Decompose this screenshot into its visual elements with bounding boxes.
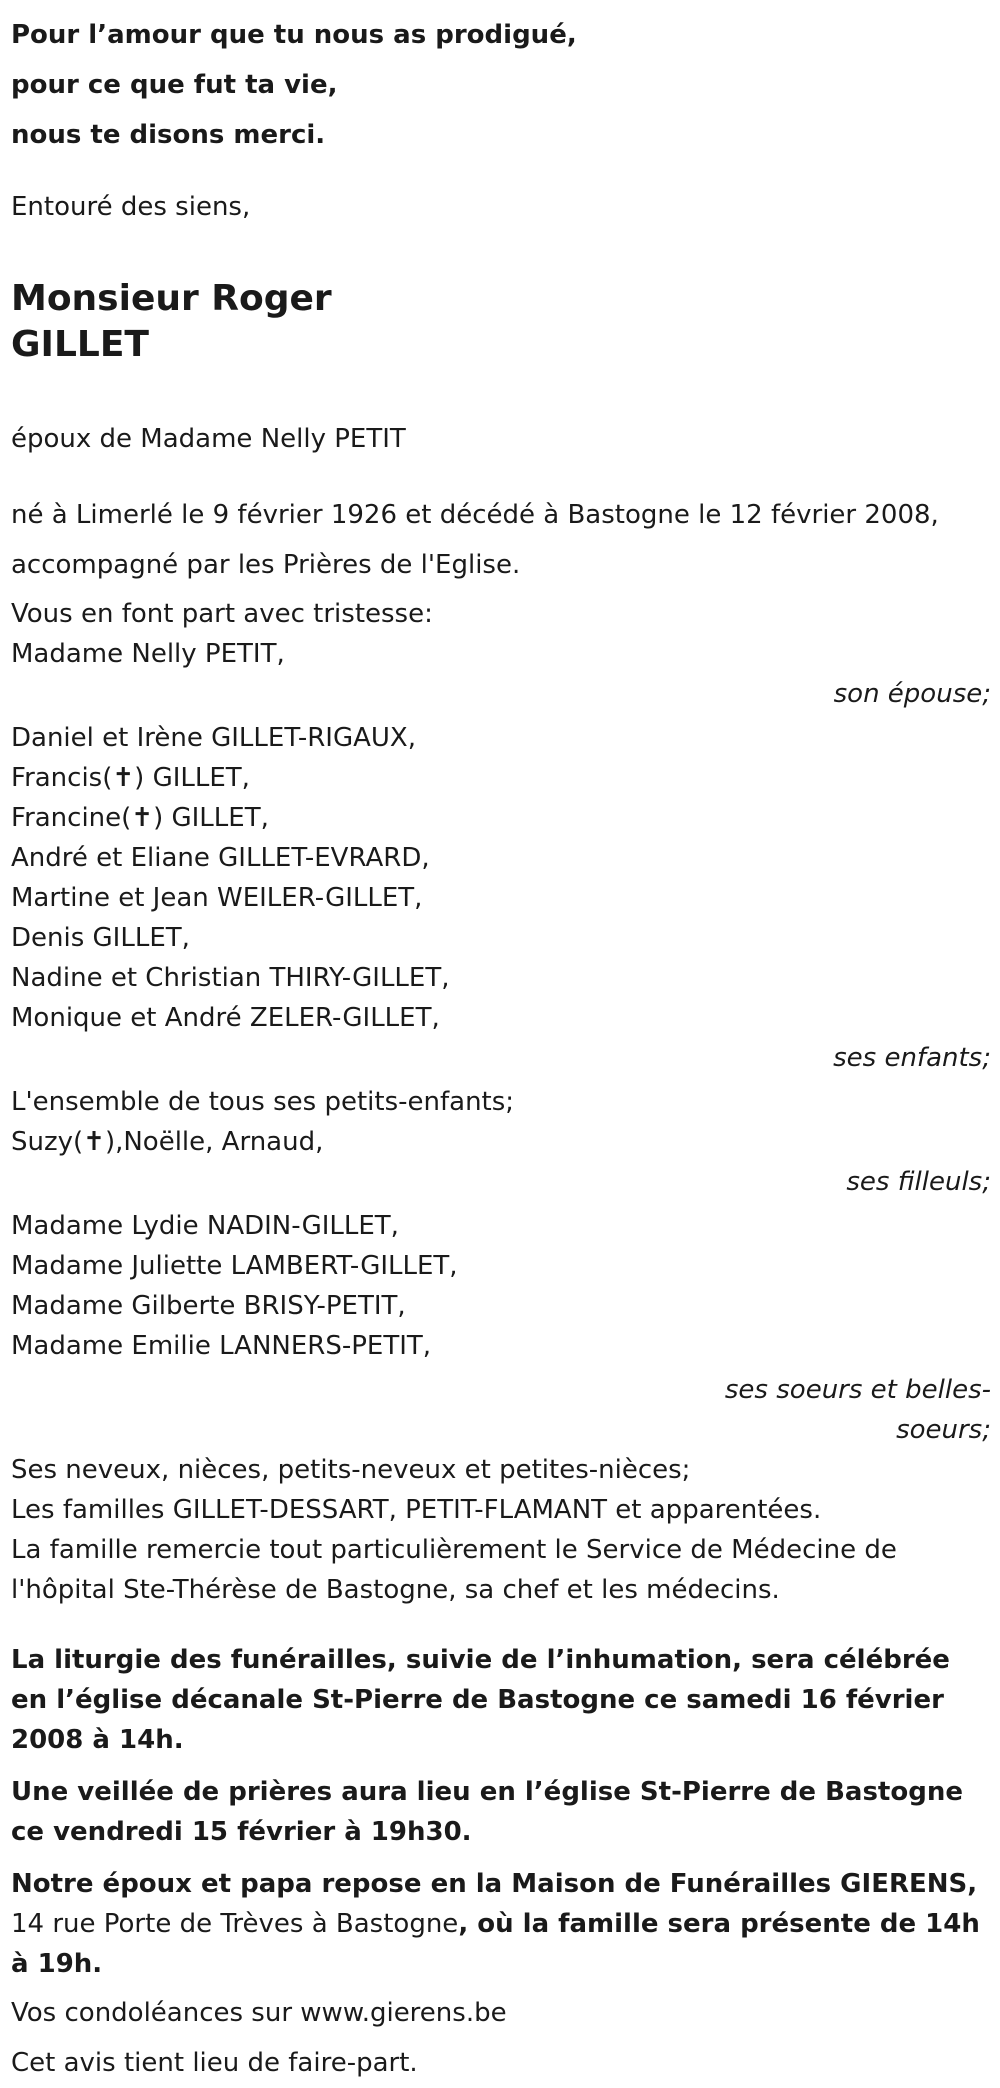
spouse-line: époux de Madame Nelly PETIT (11, 424, 406, 454)
faire-part-line: Cet avis tient lieu de faire-part. (11, 2048, 418, 2078)
deceased-name-line1: Monsieur Roger (11, 278, 332, 319)
rest-info (11, 1864, 991, 1984)
family-member: Nadine et Christian THIRY-GILLET, (11, 963, 450, 993)
rest-info-part3: , où la famille sera présente de 14h à 19h. (11, 1909, 980, 1979)
announce-line: Vous en font part avec tristesse: (11, 599, 433, 629)
family-member: Daniel et Irène GILLET-RIGAUX, (11, 723, 416, 753)
family-member: Madame Juliette LAMBERT-GILLET, (11, 1251, 458, 1281)
funeral-info: La liturgie des funérailles, suivie de l’inhumation, sera célébrée en l’église décanale St-Pierre de Bastogne ce samedi 16 février 2008 à 14h. (11, 1645, 950, 1755)
intro-text: Entouré des siens, (11, 192, 251, 222)
rest-info-part1: Notre époux et papa repose en la Maison de Funérailles GIERENS, (11, 1869, 978, 1899)
extended-family (11, 1450, 991, 1610)
relation-label: ses soeurs et belles-soeurs; (724, 1375, 991, 1445)
grandchildren-line: L'ensemble de tous ses petits-enfants; (11, 1087, 515, 1117)
verse-line: pour ce que fut ta vie, (11, 70, 338, 100)
family-member: Francine(✝) GILLET, (11, 803, 269, 833)
relation-label: ses enfants; (833, 1043, 991, 1073)
family-line: La famille remercie tout particulièrement le Service de Médecine de (11, 1535, 897, 1565)
deceased-name (11, 276, 991, 368)
family-member: Madame Gilberte BRISY-PETIT, (11, 1291, 406, 1321)
group-epouse (11, 634, 991, 714)
family-member: Monique et André ZELER-GILLET, (11, 1003, 440, 1033)
family-member: Francis(✝) GILLET, (11, 763, 250, 793)
family-member: Madame Nelly PETIT, (11, 639, 285, 669)
memorial-verse (11, 10, 991, 160)
group-enfants (11, 718, 991, 1078)
group-filleuls (11, 1122, 991, 1202)
verse-line: Pour l’amour que tu nous as prodigué, (11, 20, 577, 50)
family-member: Martine et Jean WEILER-GILLET, (11, 883, 423, 913)
verse-line: nous te disons merci. (11, 120, 326, 150)
prayers-line: accompagné par les Prières de l'Eglise. (11, 550, 521, 580)
family-member: Suzy(✝),Noëlle, Arnaud, (11, 1127, 324, 1157)
family-member: Denis GILLET, (11, 923, 190, 953)
relation-label: ses filleuls; (846, 1167, 991, 1197)
birth-death-line: né à Limerlé le 9 février 1926 et décédé à Bastogne le 12 février 2008, (11, 500, 939, 530)
family-member: Madame Lydie NADIN-GILLET, (11, 1211, 399, 1241)
vigil-info: Une veillée de prières aura lieu en l’église St-Pierre de Bastogne ce vendredi 15 février à 19h30. (11, 1777, 963, 1847)
family-line: Ses neveux, nièces, petits-neveux et petites-nièces; (11, 1455, 691, 1485)
death-notice (11, 0, 991, 2088)
family-member: Madame Emilie LANNERS-PETIT, (11, 1331, 432, 1361)
rest-info-address: 14 rue Porte de Trèves à Bastogne (11, 1909, 459, 1939)
condolences-line: Vos condoléances sur www.gierens.be (11, 1998, 507, 2028)
group-soeurs (11, 1206, 991, 1450)
family-line: l'hôpital Ste-Thérèse de Bastogne, sa chef et les médecins. (11, 1575, 780, 1605)
deceased-name-line2: GILLET (11, 324, 149, 365)
family-line: Les familles GILLET-DESSART, PETIT-FLAMANT et apparentées. (11, 1495, 822, 1525)
relation-label: son épouse; (833, 679, 991, 709)
family-member: André et Eliane GILLET-EVRARD, (11, 843, 430, 873)
